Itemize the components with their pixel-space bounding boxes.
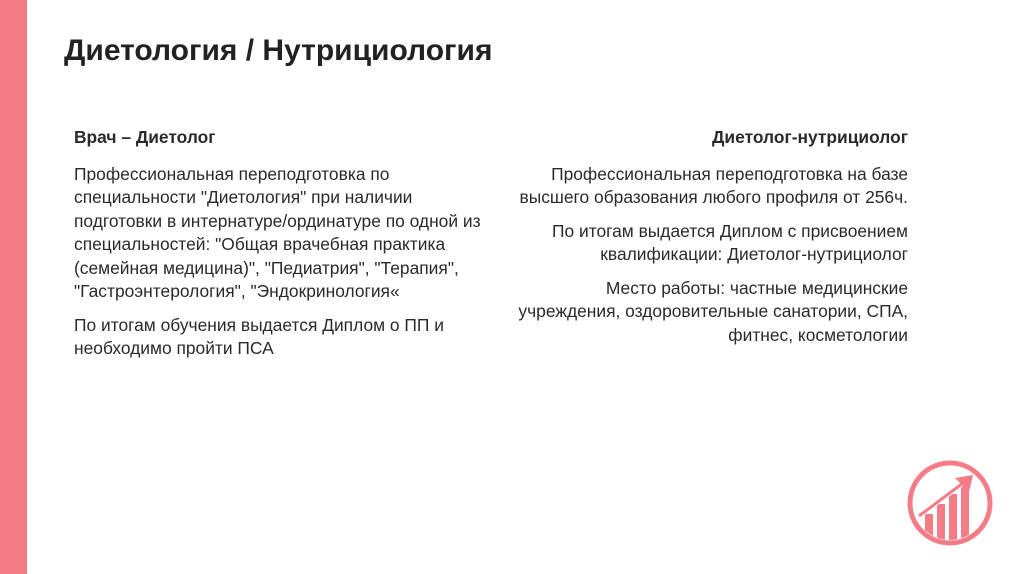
right-paragraph-training: Профессиональная переподготовка на базе высшего образования любого профиля от 256ч. — [519, 163, 908, 207]
right-column — [508, 126, 908, 357]
right-column-heading: Диетолог-нутрициолог — [712, 127, 908, 147]
left-paragraph-diploma: По итогам обучения выдается Диплом о ПП и необходимо пройти ПСА — [74, 314, 444, 358]
left-column-heading: Врач – Диетолог — [74, 127, 216, 147]
accent-bar — [0, 0, 27, 574]
growth-chart-logo-icon — [905, 458, 995, 548]
left-column — [74, 126, 499, 371]
left-paragraph-requirements: Профессиональная переподготовка по специальности "Диетология" при наличии подготовки в интернатуре/ординатуре по одной из специальностей: "Общая врачебная практика (семейная медицина)", "Педиатрия", "Терапия", "Гастроэнтерология", "Эндокринология« — [74, 163, 481, 301]
slide-title: Диетология / Нутрициология — [64, 34, 493, 67]
right-paragraph-diploma: По итогам выдается Диплом с присвоением квалификации: Диетолог-нутрициолог — [551, 220, 908, 264]
right-paragraph-workplace: Место работы: частные медицинские учреждения, оздоровительные санатории, СПА, фитнес, косметологии — [518, 277, 908, 345]
